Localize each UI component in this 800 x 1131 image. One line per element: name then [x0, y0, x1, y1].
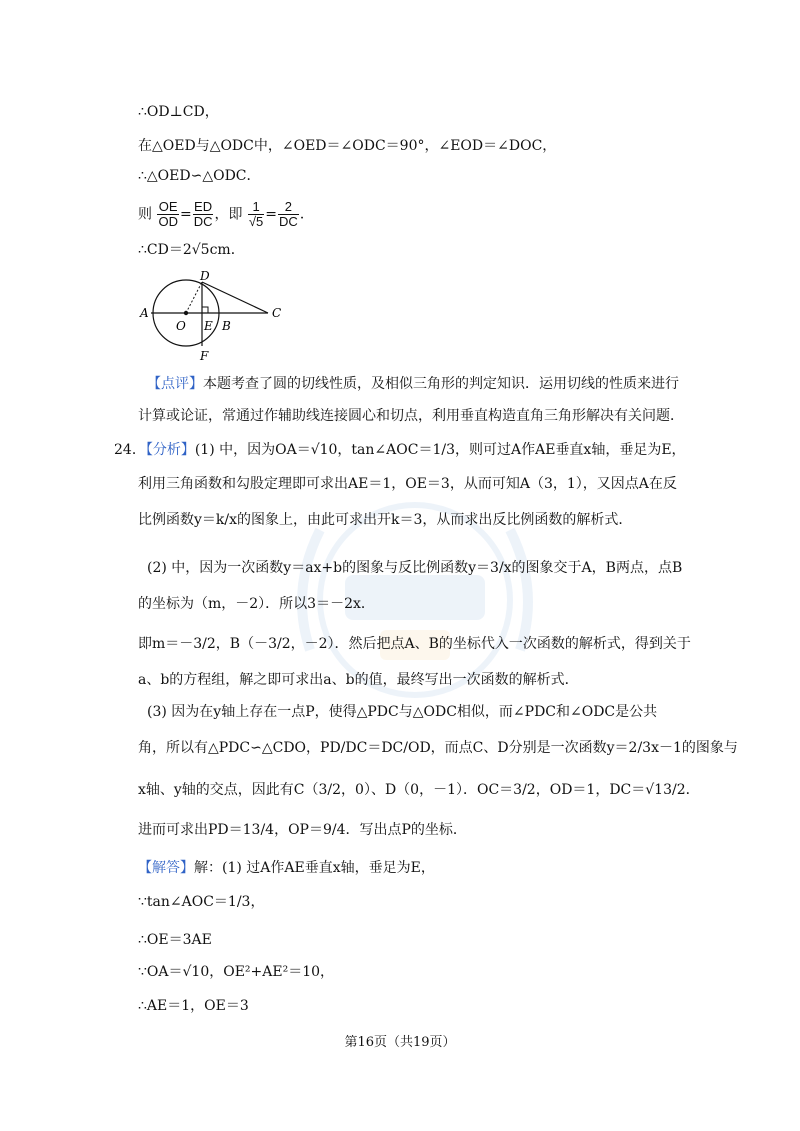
- analysis-line-9: 角，所以有△PDC∽△CDO，PD/DC＝DC/OD，而点C、D分别是一次函数y＝2/3x－1的图象与: [138, 740, 738, 756]
- analysis-line-4: (2) 中，因为一次函数y＝ax+b的图象与反比例函数y＝3/x的图象交于A，B两点，点B: [147, 560, 683, 576]
- fraction-ed-dc: $\frac{ED}{DC}$: [193, 199, 213, 229]
- comment-line-1: 【点评】本题考查了圆的切线性质，及相似三角形的判定知识．运用切线的性质来进行: [147, 376, 679, 392]
- analysis-line-10: x轴、y轴的交点，因此有C（3/2，0）、D（0，－1）．OC＝3/2，OD＝1，DC＝√13/2．: [138, 782, 700, 798]
- label-c: C: [272, 306, 282, 320]
- analysis-line-8: (3) 因为在y轴上存在一点P，使得△PDC与△ODC相似，而∠PDC和∠ODC是公共: [147, 704, 658, 720]
- answer-line-5: ∴AE＝1，OE＝3: [138, 998, 249, 1014]
- fraction-oe-od: $\frac{OE}{OD}$: [158, 199, 178, 229]
- analysis-line-1: 24．【分析】(1) 中，因为OA＝√10，tan∠AOC＝1/3，则可过A作AE垂直x轴，垂足为E，: [114, 442, 686, 458]
- analysis-line-3: 比例函数y＝k/x的图象上，由此可求出开k＝3，从而求出反比例函数的解析式．: [138, 512, 633, 528]
- label-a: A: [140, 306, 149, 320]
- label-d: D: [200, 270, 210, 283]
- label-f: F: [200, 349, 209, 363]
- answer-line-3: ∴OE＝3AE: [138, 932, 212, 948]
- proof-line-4: 则 $\frac{OE}{OD}$ = $\frac{ED}{DC}$ ，即 $\frac{1}{√5}$ = $\frac{2}{DC}$ ．: [138, 199, 314, 229]
- label-b: B: [222, 319, 231, 333]
- analysis-line-2: 利用三角函数和勾股定理即可求出AE＝1，OE＝3，从而可知A（3，1），又因点A在反: [138, 476, 677, 492]
- fraction-2-dc: $\frac{2}{DC}$: [279, 199, 298, 229]
- answer-tag: 【解答】: [138, 860, 194, 876]
- page-footer: 第16页（共19页）: [344, 1035, 456, 1050]
- answer-line-4: ∵OA＝√10，OE²+AE²＝10，: [138, 964, 335, 980]
- analysis-line-5: 的坐标为（m，－2）．所以3＝－2x．: [138, 596, 375, 612]
- answer-line-2: ∵tan∠AOC＝1/3，: [138, 894, 265, 910]
- proof-line-3: ∴△OED∽△ODC．: [138, 168, 261, 184]
- fraction-1-sqrt5: $\frac{1}{√5}$: [248, 199, 264, 229]
- label-o: O: [176, 319, 186, 333]
- analysis-line-7: a、b的方程组，解之即可求出a、b的值，最终写出一次函数的解析式．: [138, 672, 579, 688]
- circle-tangent-diagram: [136, 270, 296, 364]
- analysis-line-6: 即m＝－3/2，B（－3/2，－2）．然后把点A、B的坐标代入一次函数的解析式，得到关于: [138, 636, 691, 652]
- proof-line-5: ∴CD＝2√5cm．: [138, 242, 245, 258]
- question-number: 24．: [114, 442, 146, 458]
- analysis-tag: 【分析】: [145, 442, 195, 458]
- analysis-line-11: 进而可求出PD＝13/4，OP＝9/4．写出点P的坐标．: [138, 822, 467, 838]
- comment-tag: 【点评】: [147, 376, 203, 392]
- namely-label: ，即: [214, 206, 243, 223]
- proof-line-1: ∴OD⊥CD，: [138, 104, 219, 120]
- comment-line-2: 计算或论证，常通过作辅助线连接圆心和切点，利用垂直构造直角三角形解决有关问题．: [138, 408, 684, 424]
- proof-line-2: 在△OED与△ODC中，∠OED＝∠ODC＝90°，∠EOD＝∠DOC，: [138, 138, 557, 154]
- answer-line-1: 【解答】解：(1) 过A作AE垂直x轴，垂足为E，: [138, 860, 435, 876]
- then-label: 则: [138, 206, 152, 223]
- label-e: E: [204, 319, 213, 333]
